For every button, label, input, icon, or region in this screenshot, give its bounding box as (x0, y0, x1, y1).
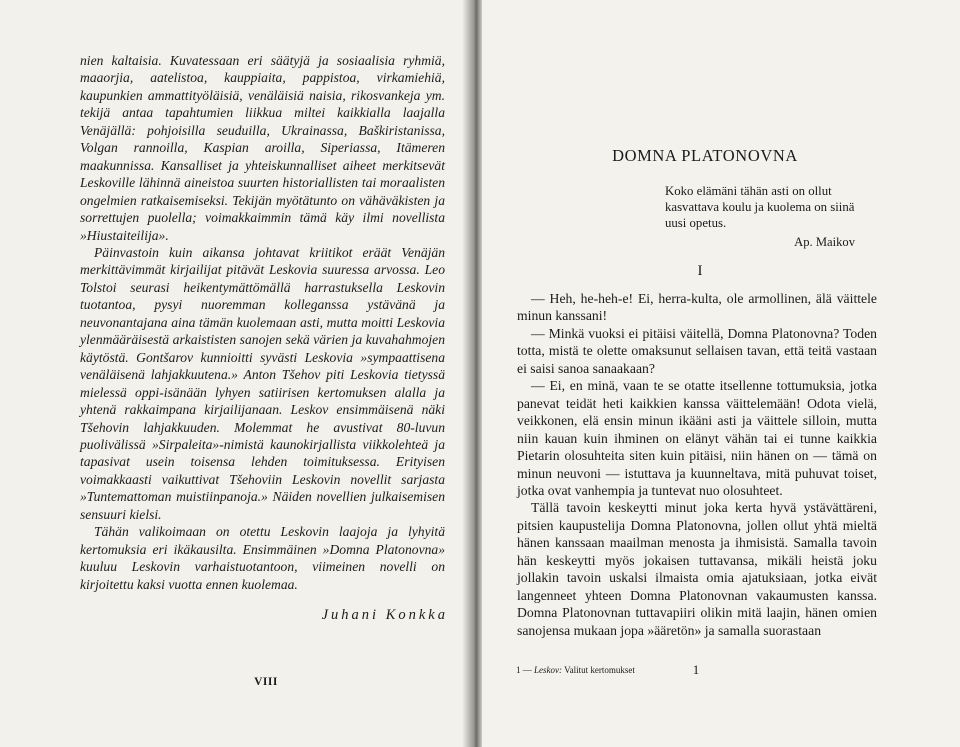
story-title: DOMNA PLATONOVNA (612, 146, 798, 165)
page-number-right: 1 (692, 662, 700, 677)
right-paragraph: — Ei, en minä, vaan te se otatte itsellenne tottumuksia, jotka panevat teidät heti kaikkien kanssa väittelemään! Odota vielä, veikkonen, elä ensin minun ikääni asti ja väittele silloin, mutta niin kauan kuin ihminen on elänyt vähän tai ei tunne kaikkia Pietarin olosuhteita siten kuin pitäisi, niin hänen on — tämä on minun neuvoni — istuttava ja kuunneltava, mitä puhuvat toiset, jotka ovat vanhempia ja tuntevat nuo olosuhteet. (517, 378, 877, 498)
show-through-marks (26, 500, 38, 590)
footer-note-text: Valitut kertomukset (564, 665, 635, 675)
page-number-left: VIII (254, 676, 278, 688)
author-signature: Juhani Konkka (321, 607, 448, 623)
right-paragraph: — Minkä vuoksi ei pitäisi väitellä, Domna Platonovna? Toden totta, mistä te olette omaksunut sellaisen tavan, että teitä vastaan ei saisi sanoa sanaakaan? (517, 325, 877, 376)
footer-note (516, 665, 666, 675)
right-paragraph: — Heh, he-heh-e! Ei, herra-kulta, ole armollinen, älä väittele minun kanssani! (517, 291, 877, 324)
left-paragraph: Päinvastoin kuin aikansa johtavat kriitikot eräät Venäjän merkittävimmät kirjailijat pitävät Leskovia suuressa arvossa. Leo Tolstoi seurasi heikentymättömällä harrastuksella Leskovin tuotantoa, pysyi nuoremman kolleganssa ystävänä ja neuvonantajana aina tämän kuolemaan asti, mutta moitti Leskovia ylenmääräisestä arkaististen sanojen sekä värien ja kuvahahmojen käytöstä. Gontšarov kunnioitti syvästi Leskovia »sympaattisena venäläisenä lahjakkuutena.» Anton Tšehov piti Leskovia tietyssä mielessä oppi-isänään lyhyen satiirisen kertomuksen alalla ja yhtenä rakkaimpana kirjailijanaan. Leskov ensimmäisenä näki Tšehovin lahjakkuuden. Molemmat he avustivat 80-luvun puolivälissä »Sirpaleita»-nimistä kaunokirjallista viikkolehteä ja tapasivat usein toisensa lehden toimituksessa. Erityisen voimakkaasti vaikuttivat Tšehoviin Leskovin novellit sarjasta »Tuntemattoman muistiinpanoja.» Näiden novellien julkaisemisen sensuuri kielsi. (80, 244, 445, 522)
footer-note-author: Leskov: (534, 665, 562, 675)
chapter-number: I (697, 263, 703, 279)
epigraph: Koko elämäni tähän asti on ollut kasvattava koulu ja kuolema on siinä uusi opetus. (665, 184, 855, 230)
left-page (0, 0, 470, 747)
left-paragraph: Tähän valikoimaan on otettu Leskovin laajoja ja lyhyitä kertomuksia eri ikäkausilta. Ensimmäinen »Domna Platonovna» kuuluu Leskovin varhaistuotantoon, viimeinen novelli on kirjoitettu kaksi vuotta ennen kuolemaa. (80, 524, 445, 592)
left-paragraph: nien kaltaisia. Kuvatessaan eri säätyjä ja sosiaalisia ryhmiä, maaorjia, aatelistoa, kauppiaita, pappistoa, virkamiehiä, kaupunkien ammattityöläisiä, venäläisiä naisia, rikosvankeja ym. tekijä antaa tapahtumien liikkua miltei kaikkialla laajalla Venäjällä: pohjoisilla seuduilla, Ukrainassa, Baškiristanissa, Volgan rannoilla, Kaspian aroilla, Siperiassa, Itämeren maakunnissa. Kansalliset ja yhteiskunnalliset aiheet merkitsevät Leskoville lähinnä aineistoa suurten historiallisten tai moraalisten ongelmien ratkaisemiseksi. Tekijän myötätunto on vähäväkisten ja sorrettujen puolella; voimakkaimmin tämä käy ilmi novellista »Hiustaiteilija». (80, 53, 445, 243)
right-paragraph: Tällä tavoin keskeytti minut joka kerta hyvä ystävättäreni, pitsien kaupustelija Domna Platonovna, jollen ollut yhtä mieltä hänen kanssaan maailman menosta ja ihmisistä. Samalla tavoin hän keskeytti myös jokaisen tuttavansa, mikäli heistä joku jollakin tavoin uskalsi ilmaista omia ajatuksiaan, jotka eivät langenneet yhteen Domna Platonovnan vakaumusten kanssa. Domna Platonovnan tuttavapiiri olikin mitä laajin, hänen omien sanojensa mukaan jopa »ääretön» ja samalla suorastaan (517, 500, 877, 638)
footer-note-number: 1 — (516, 665, 532, 675)
left-page-body (80, 52, 445, 593)
right-page-body (517, 290, 877, 639)
epigraph-author: Ap. Maikov (794, 235, 855, 249)
